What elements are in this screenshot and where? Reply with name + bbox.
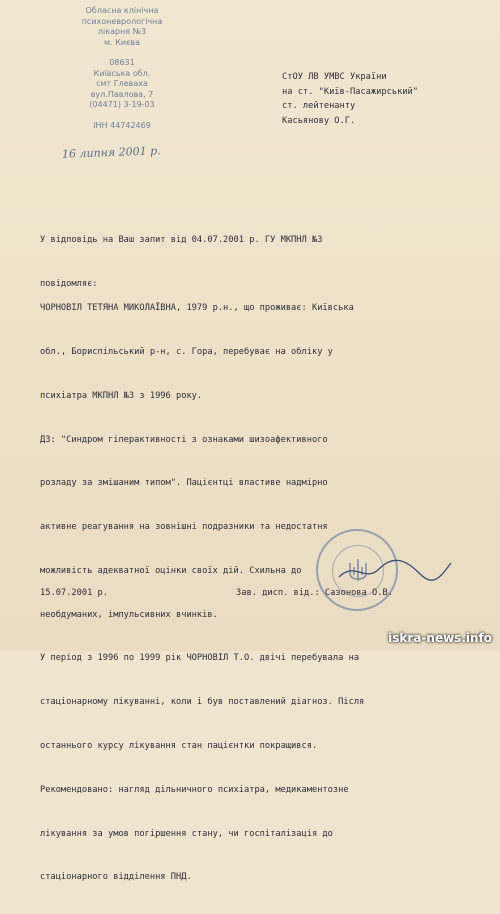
- text-line: ДЗ: "Синдром гіперактивності з ознаками шизоафективного: [40, 434, 328, 445]
- document-date: 15.07.2001 р.: [40, 588, 108, 598]
- address-line: смт Глеваха: [96, 79, 148, 88]
- text-line: обл., Бориспільський р-н, с. Гора, перебуває на обліку у: [40, 346, 333, 357]
- text-line: стаціонарного відділення ПНД.: [40, 872, 192, 883]
- text-line: активне реагування на зовнішні подразники та недостатня: [40, 522, 328, 533]
- text-line: ЧОРНОВІЛ ТЕТЯНА МИКОЛАЇВНА, 1979 р.н., що проживає: Київська: [40, 303, 354, 314]
- recipient-line: ст. лейтенанту: [282, 101, 356, 112]
- text-line: стаціонарному лікуванні, коли і був поставлений діагноз. Після: [40, 697, 365, 708]
- recipient-line: на ст. "Київ-Пасажирський": [282, 86, 418, 97]
- org-name-line: психоневрологічна: [81, 16, 163, 26]
- text-line: У період з 1996 по 1999 рік ЧОРНОВІЛ Т.О. двічі перебувала на: [40, 653, 360, 664]
- text-line: розладу за змішаним типом". Пацієнтці властиве надмірно: [40, 478, 328, 489]
- address-line: вул.Павлова, 7: [90, 89, 154, 99]
- org-name-line: Обласна клінічна: [85, 6, 159, 15]
- recipient-line: Касьянову О.Г.: [282, 115, 356, 126]
- hospital-letterhead-stamp: [52, 6, 192, 131]
- recipient-block: [282, 70, 492, 128]
- text-line: можливість адекватної оцінки своїх дій. Схильна до: [40, 565, 302, 576]
- org-name-line: лікарня №3: [97, 27, 147, 36]
- recipient-line: СтОУ ЛВ УМВС України: [282, 72, 387, 82]
- site-watermark: iskra-news.info: [388, 631, 492, 645]
- org-city-line: м. Києва: [103, 37, 140, 47]
- inn-code: ІНН 44742469: [93, 120, 151, 130]
- handwritten-signature: [335, 555, 455, 585]
- address-line: Київська обл.: [93, 68, 151, 78]
- postcode: 08631: [109, 58, 135, 67]
- text-line: психіатра МКПНЛ №3 з 1996 року.: [40, 390, 203, 401]
- text-line: У відповідь на Ваш запит від 04.07.2001 р. ГУ МКПНЛ №3: [40, 235, 323, 246]
- text-line: повідомляє:: [40, 278, 98, 289]
- text-line: лікування за умов погіршення стану, чи госпіталізація до: [40, 828, 333, 839]
- text-line: Рекомендовано: нагляд дільничного психіатра, медикаментозне: [40, 784, 349, 795]
- phone-number: (04471) 3-19-03: [89, 100, 155, 109]
- signatory-line: Зав. дисп. від.: Сазонова О.В.: [236, 588, 393, 598]
- text-line: необдуманих, імпульсивних вчинків.: [40, 609, 218, 620]
- handwritten-date: 16 липня 2001 р.: [61, 144, 161, 161]
- text-line: останнього курсу лікування стан пацієнтки покращився.: [40, 741, 318, 751]
